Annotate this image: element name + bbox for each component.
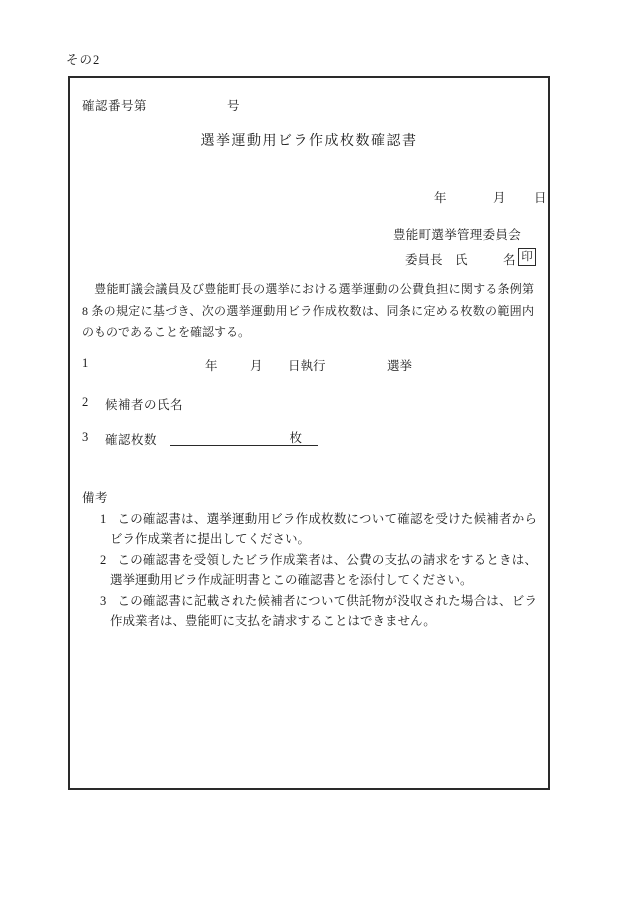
form-item-election bbox=[70, 356, 548, 374]
name-first-label: 氏 bbox=[455, 253, 468, 267]
form-item-candidate-name bbox=[70, 395, 548, 413]
chairman-label: 委員長 bbox=[405, 253, 443, 267]
date-year-label: 年 bbox=[434, 191, 447, 205]
note-text: この確認書は、選挙運動用ビラ作成枚数について確認を受けた候補者からビラ作成業者に提出してください。 bbox=[110, 511, 537, 546]
item-number: 3 bbox=[82, 430, 89, 444]
sheets-unit-label: 枚 bbox=[289, 431, 302, 445]
remarks-heading: 備考 bbox=[82, 491, 109, 505]
form-title: 選挙運動用ビラ作成枚数確認書 bbox=[200, 134, 418, 149]
item-number: 1 bbox=[82, 356, 89, 370]
note-text: この確認書に記載された候補者について供託物が没収された場合は、ビラ作成業者は、豊能町に支払を請求することはできません。 bbox=[110, 593, 537, 628]
remarks-note bbox=[100, 550, 537, 591]
form-variant-label: その2 bbox=[66, 53, 101, 67]
seal-box: 印 bbox=[518, 248, 536, 266]
date-day-label: 日 bbox=[534, 191, 547, 205]
form-border-box bbox=[68, 76, 550, 790]
remarks-section bbox=[82, 488, 537, 632]
confirmation-number-line bbox=[82, 96, 241, 114]
item-number: 2 bbox=[82, 395, 89, 409]
election-label: 選挙 bbox=[387, 359, 413, 373]
note-text: この確認書を受領したビラ作成業者は、公費の支払の請求をするときは、選挙運動用ビラ作成証明書とこの確認書とを添付してください。 bbox=[110, 552, 537, 587]
name-last-label: 名 bbox=[503, 253, 516, 267]
note-number: 1 bbox=[100, 511, 107, 526]
issuer-organization: 豊能町選挙管理委員会 bbox=[393, 228, 522, 242]
confirmed-count-label: 確認枚数 bbox=[105, 433, 158, 447]
election-month-label: 月 bbox=[250, 359, 263, 373]
election-day-exec-label: 日執行 bbox=[288, 359, 326, 373]
confirmed-count-blank-field bbox=[170, 428, 318, 446]
form-item-confirmed-count bbox=[70, 430, 548, 448]
chairman-signature-line bbox=[70, 250, 548, 270]
issue-date-line bbox=[70, 188, 548, 204]
candidate-name-label: 候補者の氏名 bbox=[105, 398, 184, 412]
body-paragraph: 豊能町議会議員及び豊能町長の選挙における選挙運動の公費負担に関する条例第 8 条の規定に基づき、次の選挙運動用ビラ作成枚数は、同条に定める枚数の範囲内のものであることを確認する。 bbox=[82, 282, 534, 339]
election-year-label: 年 bbox=[205, 359, 218, 373]
remarks-note bbox=[100, 591, 537, 632]
note-number: 3 bbox=[100, 593, 107, 608]
confirmation-number-prefix: 確認番号第 bbox=[82, 99, 148, 113]
confirmation-number-suffix: 号 bbox=[227, 99, 241, 113]
note-number: 2 bbox=[100, 552, 107, 567]
remarks-note bbox=[100, 509, 537, 550]
date-month-label: 月 bbox=[493, 191, 506, 205]
